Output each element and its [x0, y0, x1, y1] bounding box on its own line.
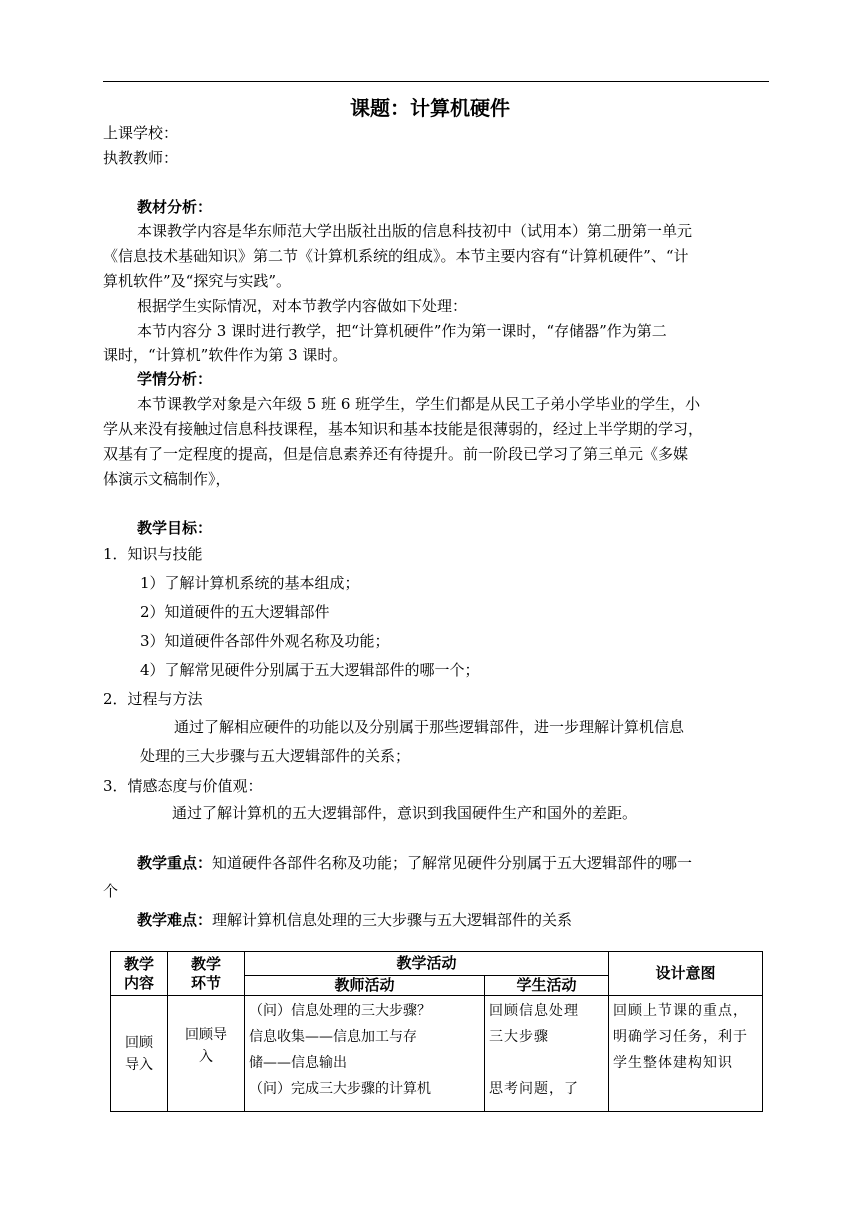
goal-2-line: 通过了解相应硬件的功能以及分别属于那些逻辑部件，进一步理解计算机信息: [174, 718, 685, 736]
row-student-cell: 回顾信息处理 三大步骤 思考问题，了: [485, 996, 609, 1112]
student-line: 学从来没有接触过信息科技课程，基本知识和基本技能是很薄弱的，经过上半学期的学习，: [103, 420, 704, 438]
header-rule: [103, 81, 769, 82]
row-teacher-cell: （问）信息处理的三大步骤？ 信息收集——信息加工与存 储——信息输出 （问）完成三大步骤的计算机: [245, 996, 485, 1112]
goal-3-title: 3．情感态度与价值观：: [103, 777, 263, 795]
student-line: 体演示文稿制作》，: [103, 470, 231, 488]
teacher-label: 执教教师：: [103, 149, 179, 167]
material-line: 本节内容分 3 课时进行教学，把“计算机硬件”作为第一课时，“存储器”作为第二: [137, 322, 667, 340]
key-point: [137, 853, 692, 873]
material-line: 算机软件”及“探究与实践”。: [103, 272, 292, 290]
key-point-text: 知道硬件各部件名称及功能；了解常见硬件分别属于五大逻辑部件的哪一: [212, 854, 693, 872]
goal-1-item: 2）知道硬件的五大逻辑部件: [140, 603, 330, 621]
school-label: 上课学校：: [103, 124, 179, 142]
goal-3-line: 通过了解计算机的五大逻辑部件，意识到我国硬件生产和国外的差距。: [172, 804, 638, 822]
row-section-cell: 回顾导入: [168, 996, 245, 1112]
difficult-point-label: 教学难点：: [137, 911, 213, 929]
header-section: 教学环节: [168, 952, 245, 996]
goal-1-item: 3）知道硬件各部件外观名称及功能；: [140, 632, 390, 650]
page-title: 课题：计算机硬件: [350, 96, 510, 120]
difficult-point-text: 理解计算机信息处理的三大步骤与五大逻辑部件的关系: [212, 911, 573, 929]
header-design: 设计意图: [609, 952, 763, 996]
goal-1-item: 1）了解计算机系统的基本组成；: [140, 574, 360, 592]
key-point-label: 教学重点：: [137, 854, 213, 872]
lesson-plan-table: [110, 951, 763, 1112]
row-content-cell: 回顾导入: [111, 996, 168, 1112]
row-design-cell: 回顾上节课的重点，明确学习任务，利于学生整体建构知识: [609, 996, 763, 1112]
difficult-point: [137, 910, 572, 930]
header-content: 教学内容: [111, 952, 168, 996]
material-line: 《信息技术基础知识》第二节《计算机系统的组成》。本节主要内容有“计算机硬件”、“计: [103, 247, 689, 265]
goal-1-item: 4）了解常见硬件分别属于五大逻辑部件的哪一个；: [140, 661, 480, 679]
goal-2-title: 2．过程与方法: [103, 690, 203, 708]
header-teacher: 教师活动: [245, 976, 485, 996]
goal-2-line: 处理的三大步骤与五大逻辑部件的关系；: [140, 747, 411, 765]
goal-1-title: 1．知识与技能: [103, 545, 203, 563]
goals-heading: 教学目标：: [137, 519, 213, 537]
header-student: 学生活动: [485, 976, 609, 996]
material-heading: 教材分析：: [137, 198, 213, 216]
key-point-cont: 个: [103, 882, 119, 900]
material-line: 本课教学内容是华东师范大学出版社出版的信息科技初中（试用本）第二册第一单元: [137, 222, 693, 240]
header-activity: 教学活动: [245, 952, 609, 976]
student-line: 本节课教学对象是六年级 5 班 6 班学生，学生们都是从民工子弟小学毕业的学生，小: [137, 395, 701, 413]
material-line: 课时，“计算机”软件作为第 3 课时。: [103, 346, 348, 364]
student-line: 双基有了一定程度的提高，但是信息素养还有待提升。前一阶段已学习了第三单元《多媒: [103, 445, 689, 463]
material-line: 根据学生实际情况，对本节教学内容做如下处理：: [137, 297, 468, 315]
student-heading: 学情分析：: [137, 370, 213, 388]
